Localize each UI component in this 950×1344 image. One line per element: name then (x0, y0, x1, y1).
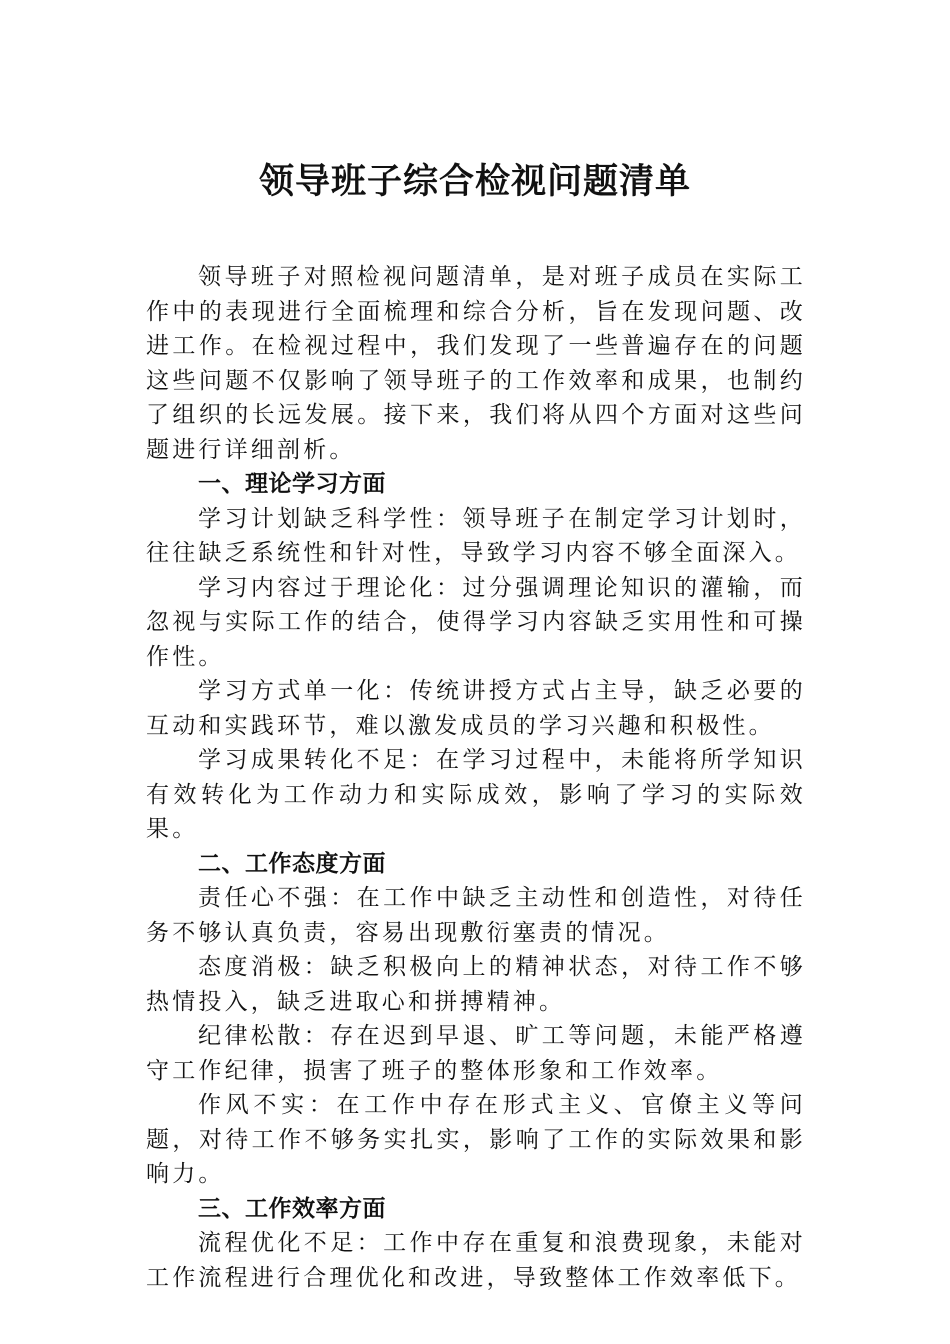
section-item: 流程优化不足：工作中存在重复和浪费现象，未能对工作流程进行合理优化和改进，导致整体工作效率低下。 (146, 1230, 806, 1291)
section-heading-theory: 一、理论学习方面 (198, 471, 386, 497)
section-heading-attitude: 二、工作态度方面 (198, 850, 386, 877)
section-item: 学习方式单一化：传统讲授方式占主导，缺乏必要的互动和实践环节，难以激发成员的学习兴趣和积极性。 (146, 678, 806, 739)
section-item: 态度消极：缺乏积极向上的精神状态，对待工作不够热情投入，缺乏进取心和拼搏精神。 (146, 954, 806, 1015)
section-item: 学习成果转化不足：在学习过程中，未能将所学知识有效转化为工作动力和实际成效，影响了学习的实际效果。 (146, 747, 806, 842)
section-heading-efficiency: 三、工作效率方面 (198, 1195, 386, 1222)
section-item: 责任心不强：在工作中缺乏主动性和创造性，对待任务不够认真负责，容易出现敷衍塞责的情况。 (146, 885, 806, 946)
intro-paragraph: 领导班子对照检视问题清单，是对班子成员在实际工作中的表现进行全面梳理和综合分析，旨在发现问题、改进工作。在检视过程中，我们发现了一些普遍存在的问题这些问题不仅影响了领导班子的工作效率和成果，也制约了组织的长远发展。接下来，我们将从四个方面对这些问题进行详细剖析。 (146, 264, 806, 463)
section-item: 作风不实：在工作中存在形式主义、官僚主义等问题，对待工作不够务实扎实，影响了工作的实际效果和影响力。 (146, 1092, 806, 1187)
section-item: 纪律松散：存在迟到早退、旷工等问题，未能严格遵守工作纪律，损害了班子的整体形象和工作效率。 (146, 1023, 806, 1084)
document-title: 领导班子综合检视问题清单 (258, 161, 691, 202)
section-item: 学习内容过于理论化：过分强调理论知识的灌输，而忽视与实际工作的结合，使得学习内容缺乏实用性和可操作性。 (146, 574, 806, 670)
document-body (146, 260, 806, 1295)
section-item: 学习计划缺乏科学性：领导班子在制定学习计划时，往往缺乏系统性和针对性，导致学习内容不够全面深入。 (146, 505, 806, 566)
